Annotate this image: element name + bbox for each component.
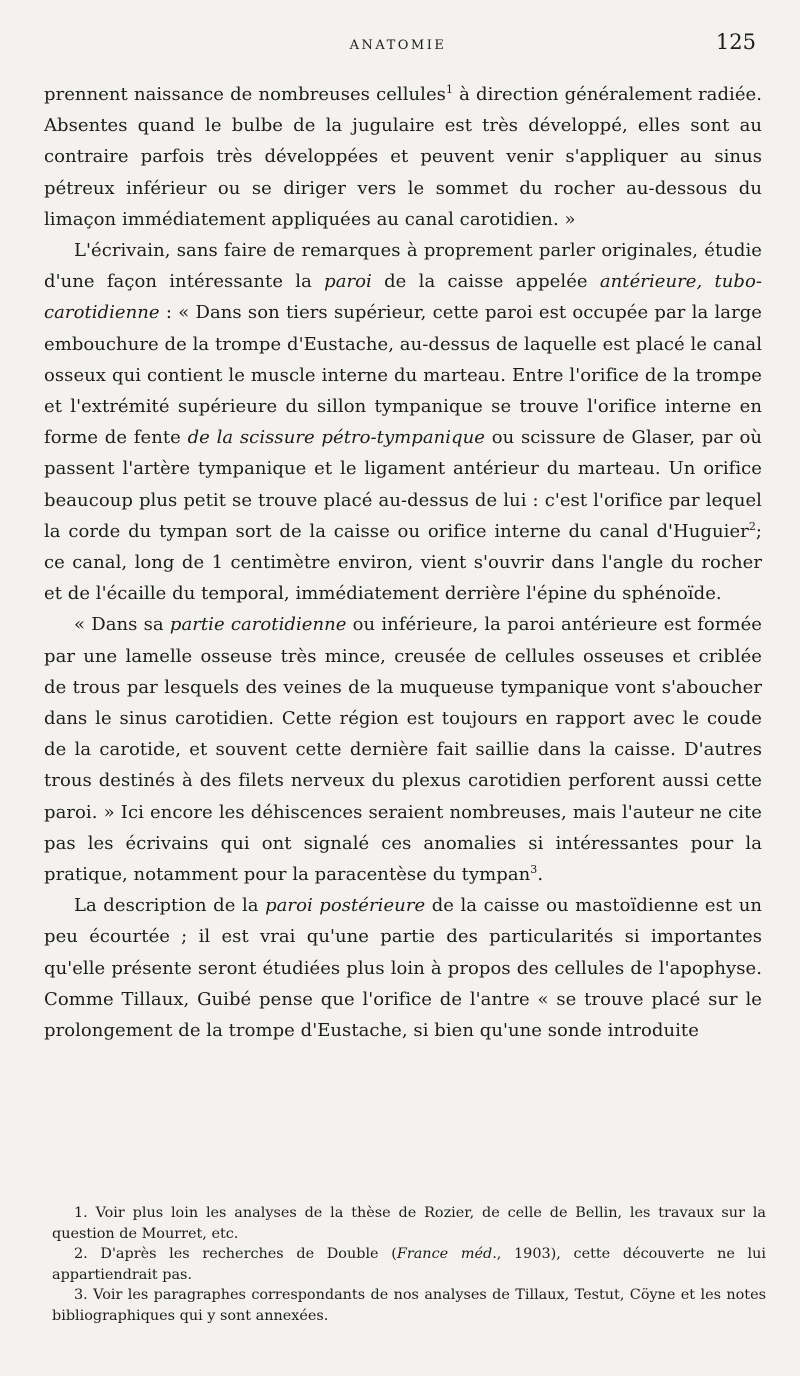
italic-run: partie carotidienne [169, 614, 347, 636]
footnote-2 [52, 1244, 766, 1285]
page-header [40, 28, 756, 68]
paragraph-2 [44, 235, 762, 609]
italic-run: de la scissure pétro-tympanique [187, 427, 485, 449]
footnote-ref-2: 2 [748, 519, 756, 533]
text-run: . [537, 864, 544, 886]
text-run: « Dans sa [74, 614, 170, 636]
text-run: 2. D'après les recherches de Double ( [74, 1246, 397, 1263]
footnote-ref-1: 1 [445, 83, 454, 96]
text-run: ou inférieure, la paroi antérieure est formée par une lamelle osseuse très mince, creusée de cellules osseuses et criblée de trous par lesquels des veines de la muqueuse tympanique vont s'aboucher dans le sinus carotidien. Cette région est toujours en rapport avec le coude de la carotide, et souvent cette dernière fait saillie dans la caisse. D'autres trous destinés à des filets nerveux du plexus carotidien perforent aussi cette paroi. » Ici encore les déhiscences seraient nombreuses, mais l'auteur ne cite pas les écrivains qui ont signalé ces anomalies si intéressantes pour la pratique, notamment pour la paracentèse du tympan [44, 614, 763, 886]
text-run: : « Dans son tiers supérieur, cette paroi est occupée par la large embouchure de la trompe d'Eustache, au-dessus de laquelle est placé le canal osseux qui contient le muscle interne du marteau. Entre l'orifice de la trompe et l'extrémité supérieure du sillon tympanique se trouve l'orifice interne en forme de fente [44, 302, 762, 449]
running-head: ANATOMIE [349, 38, 447, 53]
footnotes [52, 1203, 766, 1327]
text-run: de la caisse appelée [371, 271, 600, 293]
paragraph-4 [44, 890, 762, 1046]
footnote-3: 3. Voir les paragraphes correspondants de nos analyses de Tillaux, Testut, Cöyne et les notes bibliographiques qui y sont annexées. [52, 1287, 766, 1324]
body-text [44, 79, 762, 1046]
text-run: ou scissure de Glaser, par où passent l'artère tympanique et le ligament antérieur du marteau. Un orifice beaucoup plus petit se trouve placé au-dessus de lui : c'est l'orifice par lequel la corde du tympan sort de la caisse ou orifice interne du canal d'Huguier [44, 427, 762, 542]
text-run: prennent naissance de nombreuses cellules [44, 84, 446, 105]
italic-run: France méd. [396, 1246, 497, 1263]
italic-run: paroi [324, 271, 372, 293]
italic-run: paroi postérieure [265, 895, 426, 917]
text-run: La description de la [74, 895, 266, 917]
footnote-ref-3: 3 [530, 863, 538, 877]
paragraph-1 [44, 79, 762, 235]
page-number: 125 [715, 30, 756, 54]
footnote-1: 1. Voir plus loin les analyses de la thèse de Rozier, de celle de Bellin, les travaux sur la question de Mourret, etc. [52, 1205, 766, 1242]
text-run: de la caisse ou mastoïdienne est un peu écourtée ; il est vrai qu'une partie des particularités si importantes qu'elle présente seront étudiées plus loin à propos des cellules de l'apophyse. Comme Tillaux, Guibé pense que l'orifice de l'antre « se trouve placé sur le prolongement de la trompe d'Eustache, si bien qu'une sonde introduite [44, 895, 762, 1042]
italic-run: antérieure, tubo-carotidienne [44, 271, 763, 324]
text-run: à direction généralement radiée. Absentes quand le bulbe de la jugulaire est très développé, elles sont au contraire parfois très développées et peuvent venir s'appliquer au sinus pétreux inférieur ou se diriger vers le sommet du rocher au-dessous du limaçon immédiatement appliquées au canal carotidien. » [44, 84, 762, 230]
paragraph-3 [44, 609, 762, 890]
text-run: , 1903), cette découverte ne lui appartiendrait pas. [52, 1246, 767, 1283]
text-run: L'écrivain, sans faire de remarques à proprement parler originales, étudie d'une façon intéressante la [44, 240, 762, 293]
text-run: ; ce canal, long de 1 centimètre environ, vient s'ouvrir dans l'angle du rocher et de l'écaille du temporal, immédiatement derrière l'épine du sphénoïde. [44, 520, 762, 605]
